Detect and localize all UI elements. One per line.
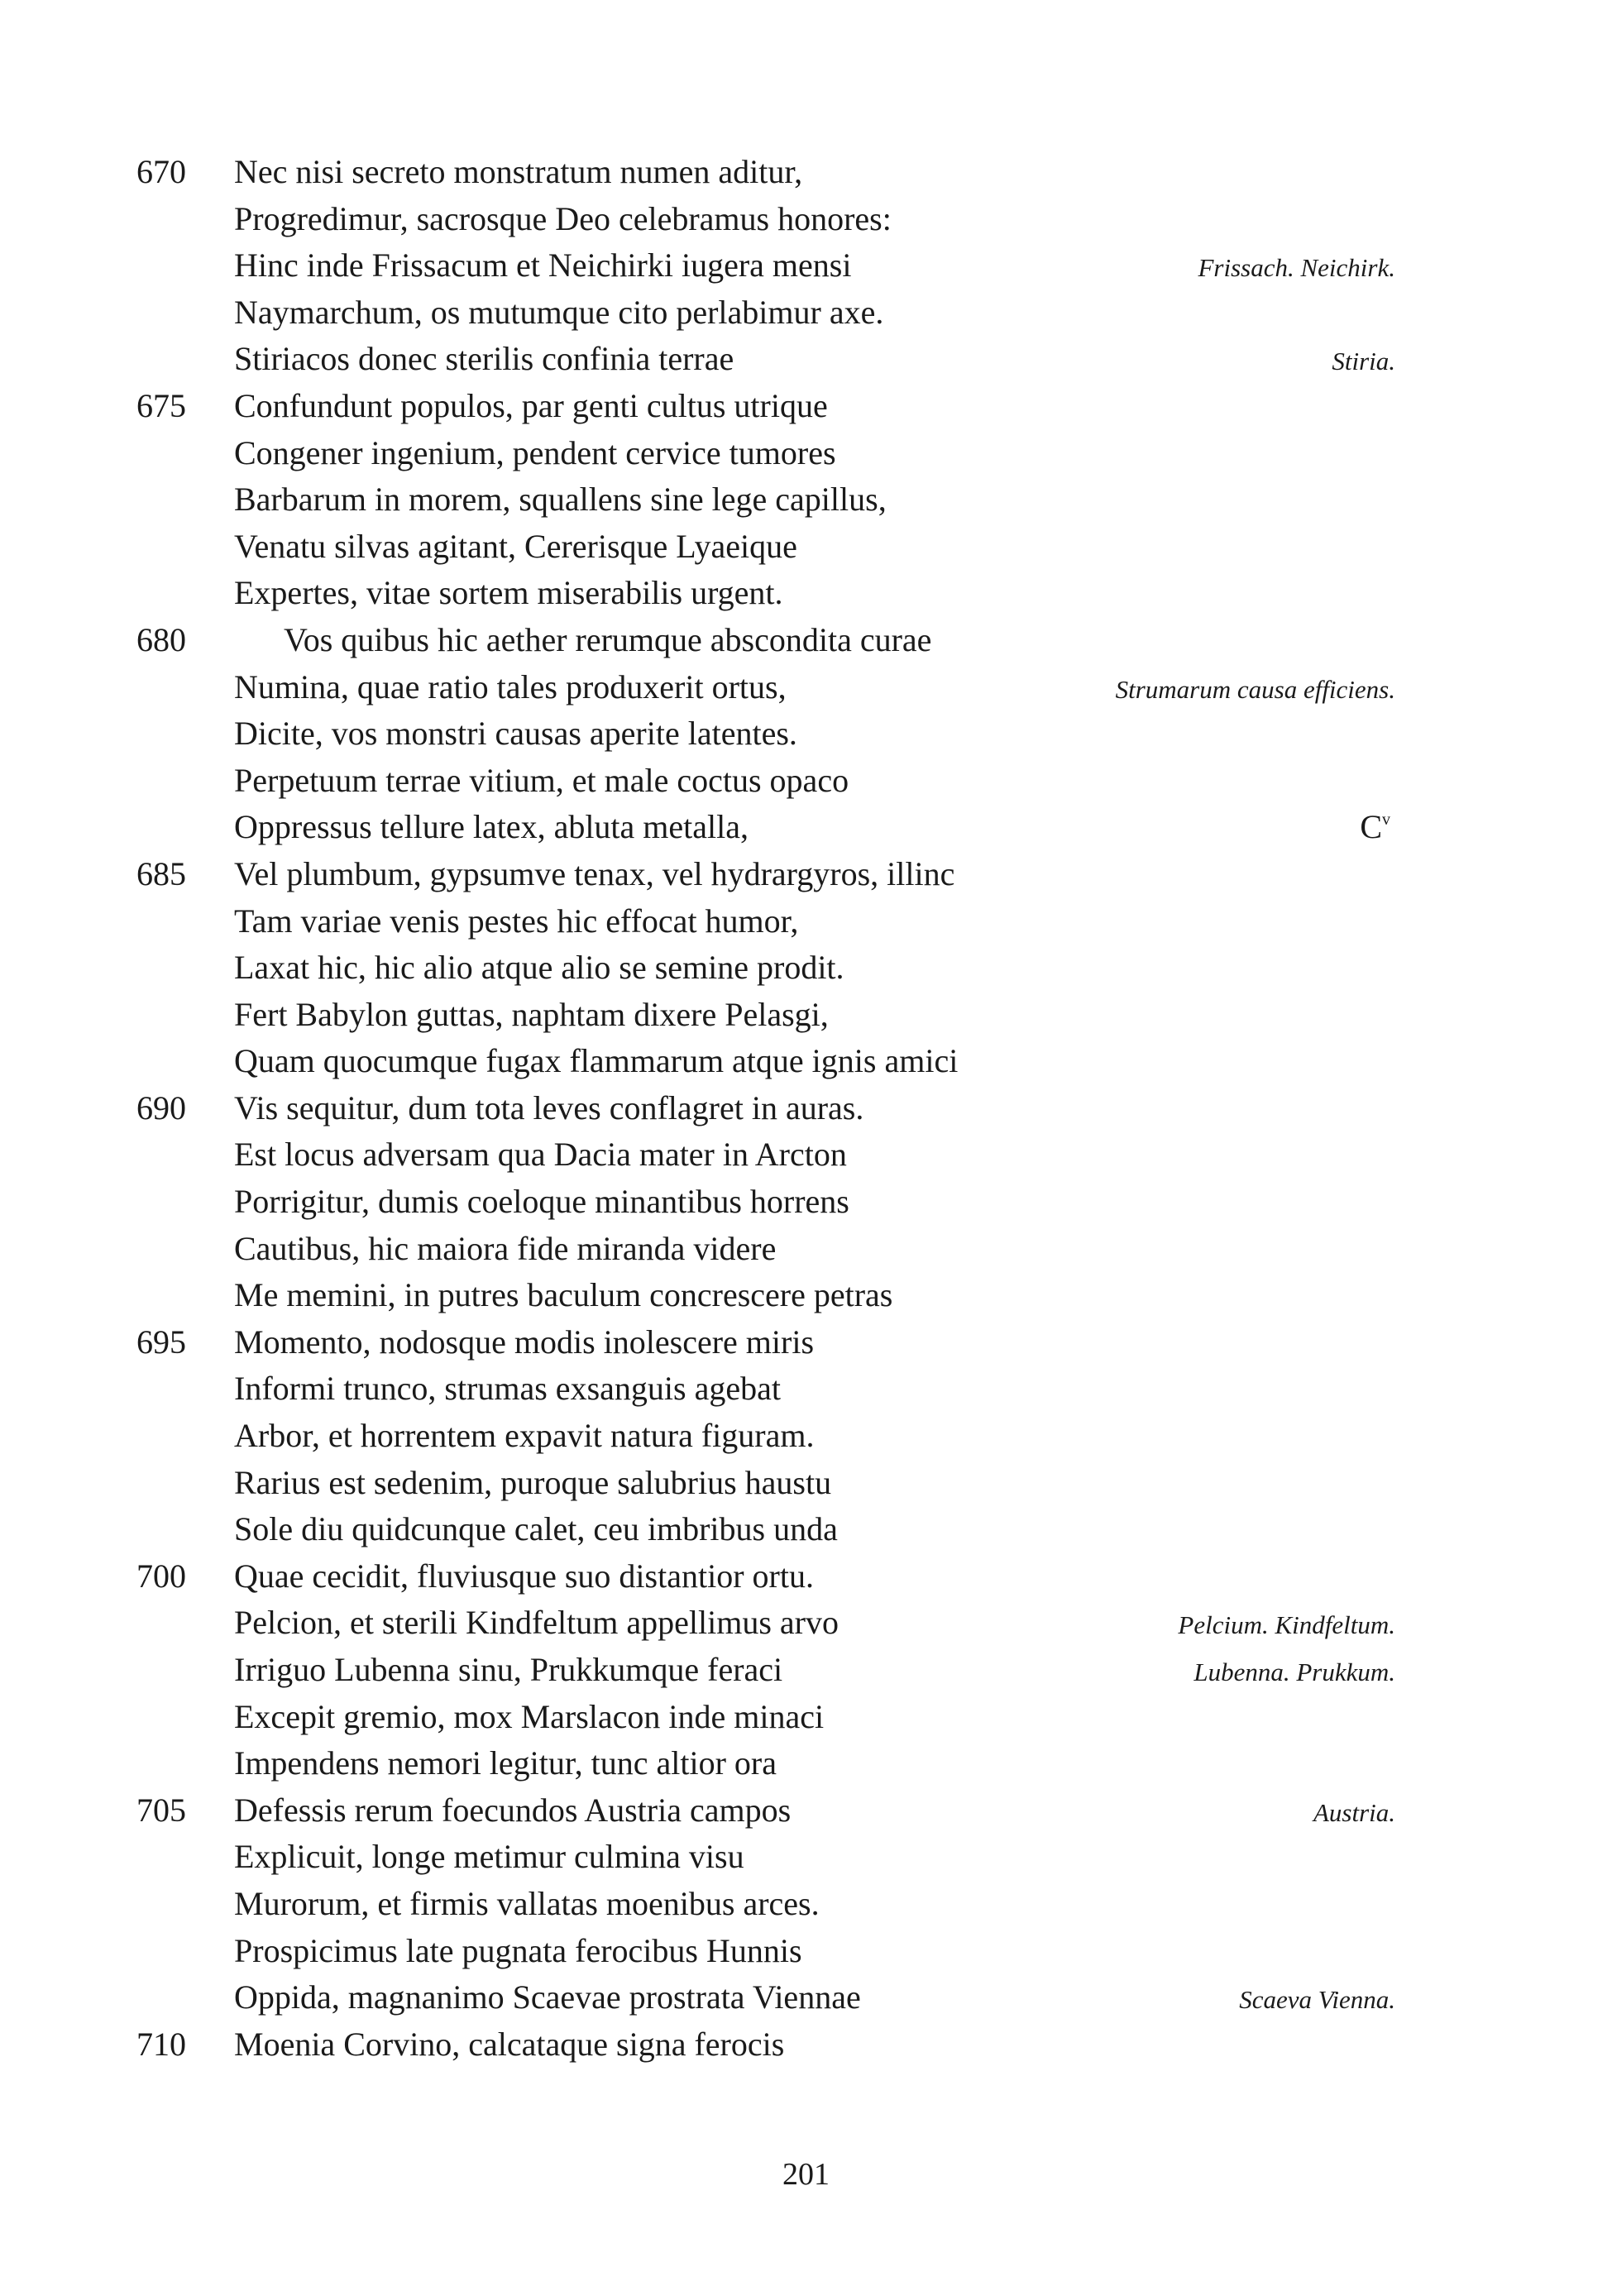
verse-text: Confundunt populos, par genti cultus utrique [234, 386, 828, 424]
verse-text: Excepit gremio, mox Marslacon inde minaci [234, 1697, 825, 1735]
line-number: 675 [136, 386, 186, 424]
verse-line [0, 1647, 1612, 1694]
verse-text: Vos quibus hic aether rerumque abscondita curae [284, 620, 932, 658]
verse-line [0, 1460, 1612, 1507]
verse-text: Venatu silvas agitant, Cererisque Lyaeique [234, 527, 797, 565]
verse-text: Sole diu quidcunque calet, ceu imbribus unda [234, 1510, 838, 1548]
verse-line [0, 1553, 1612, 1600]
verse-text: Vis sequitur, dum tota leves conflagret in auras. [234, 1088, 864, 1126]
signature-letter: C [1360, 808, 1382, 846]
verse-text: Cautibus, hic maiora fide miranda videre [234, 1229, 777, 1267]
verse-line [0, 945, 1612, 992]
verse-line [0, 476, 1612, 524]
verse-line [0, 1272, 1612, 1319]
line-number: 670 [136, 153, 186, 190]
line-number: 700 [136, 1557, 186, 1595]
verse-text: Arbor, et horrentem expavit natura figuram. [234, 1417, 815, 1455]
verse-text: Me memini, in putres baculum concrescere petras [234, 1276, 893, 1314]
verse-line [0, 1928, 1612, 1975]
verse-text: Expertes, vitae sortem miserabilis urgent. [234, 574, 783, 612]
line-number: 685 [136, 854, 186, 892]
verse-text: Hinc inde Frissacum et Neichirki iugera mensi [234, 246, 852, 285]
line-number: 680 [136, 620, 186, 658]
verse-line [0, 1226, 1612, 1273]
verse-text: Murorum, et firmis vallatas moenibus arces. [234, 1884, 820, 1922]
verse-text: Tam variae venis pestes hic effocat humor, [234, 902, 799, 940]
verse-line [0, 1413, 1612, 1460]
verse-line [0, 383, 1612, 430]
marginal-gloss: Scaeva Vienna. [1239, 1985, 1395, 2015]
verse-text: Numina, quae ratio tales produxerit ortus, [234, 667, 787, 706]
verse-text: Barbarum in morem, squallens sine lege capillus, [234, 481, 887, 519]
verse-line [0, 1038, 1612, 1085]
line-number: 710 [136, 2025, 186, 2063]
marginal-gloss: Austria. [1313, 1797, 1395, 1827]
verse-text: Irriguo Lubenna sinu, Prukkumque feraci [234, 1651, 783, 1688]
verse-line [0, 1506, 1612, 1553]
signature-superscript: v [1382, 811, 1390, 830]
verse-line [0, 804, 1612, 851]
verse-line [0, 289, 1612, 337]
verse-line [0, 336, 1612, 383]
signature-mark [1360, 804, 1390, 850]
verse-text: Momento, nodosque modis inolescere miris [234, 1323, 815, 1361]
verse-text: Vel plumbum, gypsumve tenax, vel hydrargyros, illinc [234, 854, 955, 892]
verse-text: Informi trunco, strumas exsanguis agebat [234, 1370, 781, 1408]
verse-text: Quae cecidit, fluviusque suo distantior ortu. [234, 1557, 814, 1595]
verse-text: Nec nisi secreto monstratum numen aditur, [234, 153, 803, 190]
line-number: 705 [136, 1791, 186, 1829]
page-number: 201 [782, 2157, 830, 2192]
verse-text: Prospicimus late pugnata ferocibus Hunnis [234, 1931, 802, 1969]
verse-line [0, 149, 1612, 196]
verse-text: Oppida, magnanimo Scaevae prostrata Viennae [234, 1978, 861, 2016]
line-number: 690 [136, 1088, 186, 1126]
marginal-gloss: Lubenna. Prukkum. [1193, 1657, 1395, 1686]
verse-line [0, 242, 1612, 289]
verse-text: Oppressus tellure latex, abluta metalla, [234, 808, 749, 846]
verse-text: Perpetuum terrae vitium, et male coctus opaco [234, 761, 849, 799]
verse-line [0, 1694, 1612, 1741]
verse-text: Laxat hic, hic alio atque alio se semine prodit. [234, 949, 844, 987]
verse-line [0, 851, 1612, 898]
marginal-gloss: Strumarum causa efficiens. [1115, 674, 1395, 704]
verse-block [0, 149, 1612, 2068]
verse-line [0, 710, 1612, 758]
line-number: 695 [136, 1323, 186, 1361]
verse-line [0, 1366, 1612, 1413]
marginal-gloss: Stiria. [1332, 347, 1395, 376]
verse-text: Fert Babylon guttas, naphtam dixere Pelasgi, [234, 995, 829, 1033]
verse-line [0, 664, 1612, 711]
verse-text: Rarius est sedenim, puroque salubrius haustu [234, 1463, 832, 1501]
verse-line [0, 196, 1612, 243]
verse-line [0, 1881, 1612, 1928]
verse-text: Pelcion, et sterili Kindfeltum appellimus arvo [234, 1604, 839, 1642]
verse-line [0, 1974, 1612, 2021]
verse-line [0, 1740, 1612, 1787]
verse-line [0, 898, 1612, 945]
verse-line [0, 524, 1612, 571]
verse-text: Stiriacos donec sterilis confinia terrae [234, 340, 734, 378]
verse-line [0, 1787, 1612, 1834]
verse-line [0, 2021, 1612, 2069]
verse-line [0, 1179, 1612, 1226]
verse-line [0, 430, 1612, 477]
verse-text: Porrigitur, dumis coeloque minantibus horrens [234, 1183, 849, 1221]
verse-line [0, 1600, 1612, 1647]
verse-text: Defessis rerum foecundos Austria campos [234, 1791, 792, 1829]
verse-text: Dicite, vos monstri causas aperite latentes. [234, 715, 797, 753]
verse-text: Quam quocumque fugax flammarum atque ignis amici [234, 1042, 959, 1080]
verse-text: Impendens nemori legitur, tunc altior ora [234, 1744, 777, 1782]
verse-line [0, 758, 1612, 805]
verse-text: Naymarchum, os mutumque cito perlabimur axe. [234, 293, 884, 331]
verse-line [0, 1834, 1612, 1881]
verse-line [0, 1085, 1612, 1132]
verse-text: Explicuit, longe metimur culmina visu [234, 1838, 744, 1876]
verse-text: Progredimur, sacrosque Deo celebramus honores: [234, 199, 892, 237]
verse-line [0, 1131, 1612, 1179]
marginal-gloss: Pelcium. Kindfeltum. [1178, 1610, 1395, 1640]
verse-line [0, 617, 1612, 664]
marginal-gloss: Frissach. Neichirk. [1198, 253, 1395, 283]
verse-text: Moenia Corvino, calcataque signa ferocis [234, 2025, 785, 2063]
verse-line [0, 570, 1612, 617]
verse-line [0, 1319, 1612, 1366]
verse-text: Congener ingenium, pendent cervice tumores [234, 433, 836, 471]
verse-text: Est locus adversam qua Dacia mater in Arcton [234, 1136, 847, 1174]
verse-line [0, 992, 1612, 1039]
